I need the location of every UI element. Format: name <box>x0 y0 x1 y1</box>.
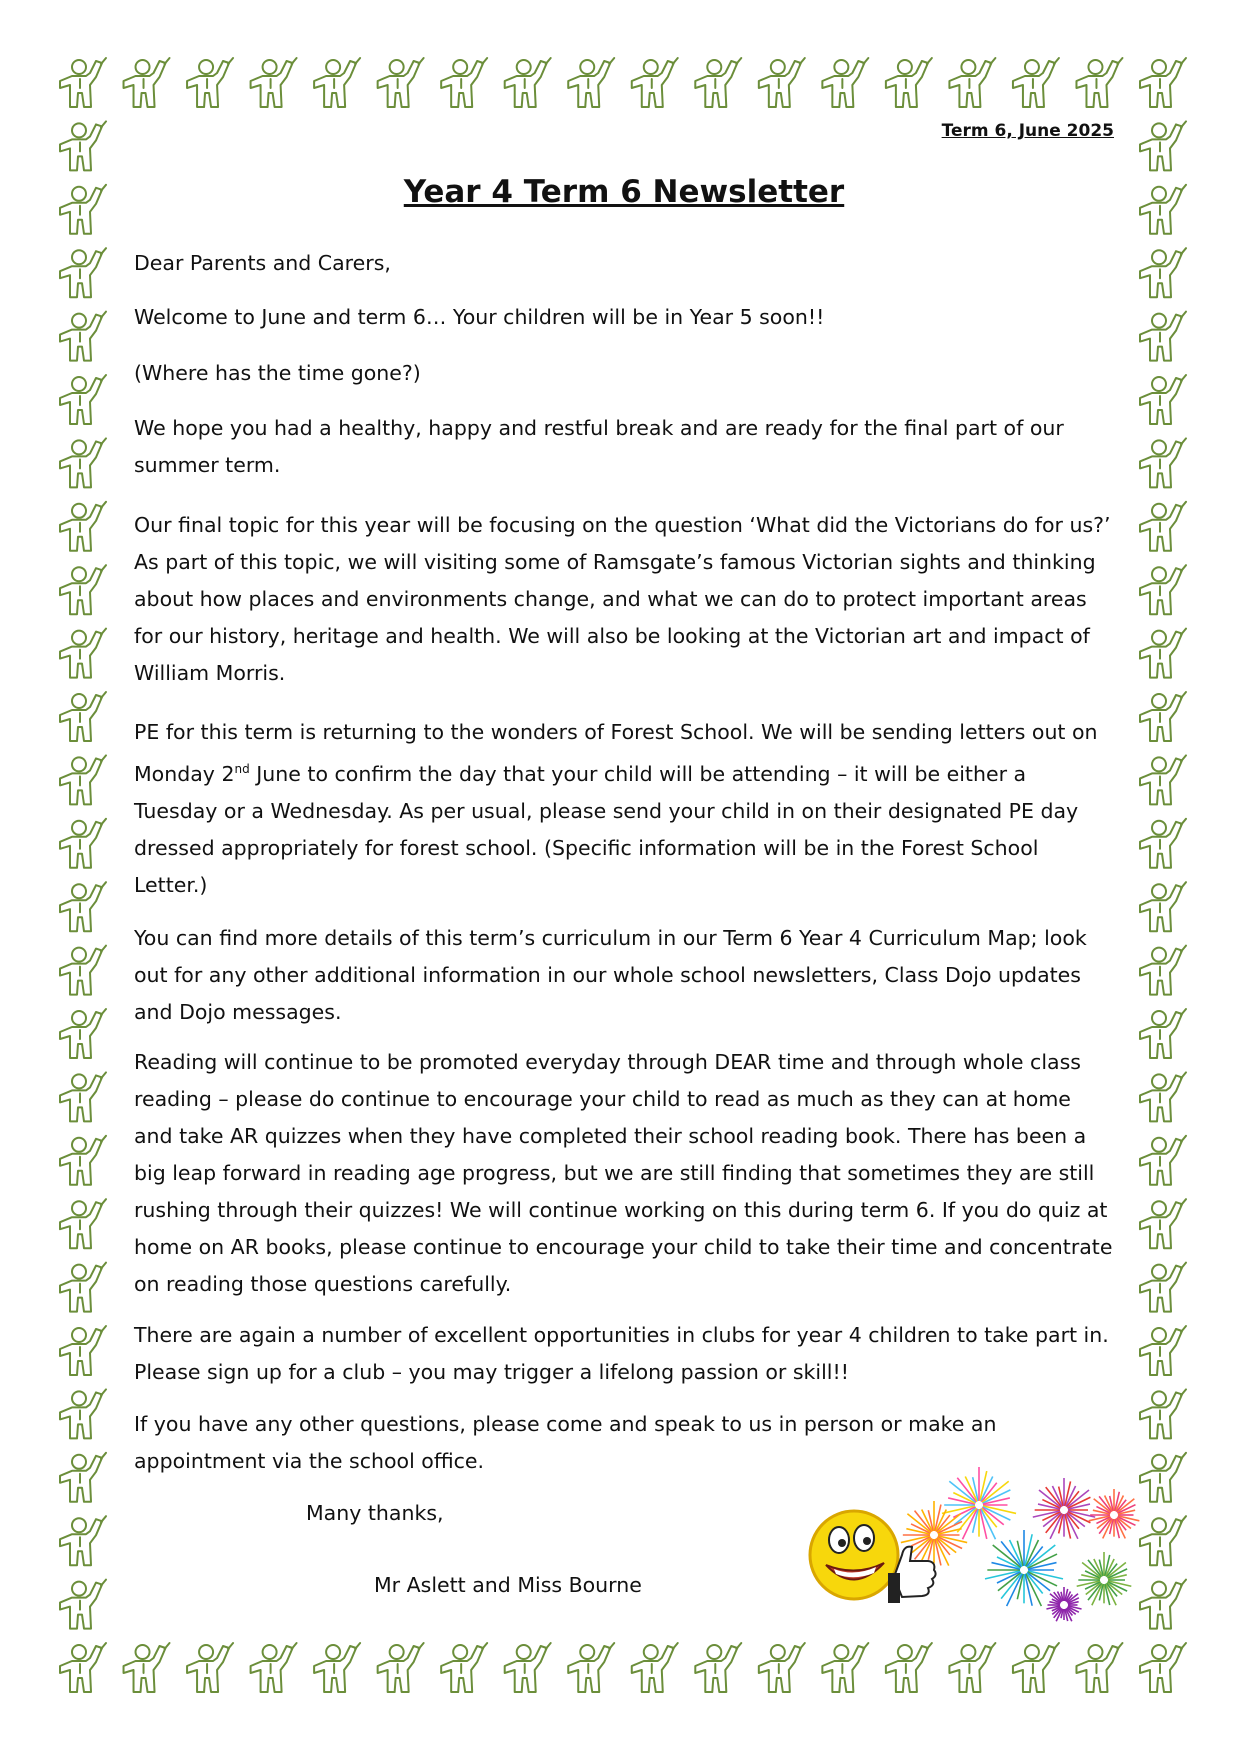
paragraph-questions: If you have any other questions, please come and speak to us in person or make an appointment via the school office. <box>134 1412 997 1473</box>
child-waving-icon <box>1140 1326 1186 1375</box>
child-waving-icon <box>886 58 932 107</box>
child-waving-icon <box>124 58 170 107</box>
child-waving-icon <box>1140 755 1186 804</box>
child-waving-icon <box>1140 375 1186 424</box>
paragraph-clubs: There are again a number of excellent opportunities in clubs for year 4 children to take part in. Please sign up for a club – you may trigger a lifelong passion or skill!! <box>134 1323 1109 1384</box>
child-waving-icon <box>60 819 106 868</box>
signoff: Many thanks, <box>306 1501 444 1525</box>
child-waving-icon <box>60 1136 106 1185</box>
child-waving-icon <box>632 58 678 107</box>
paragraph-reading: Reading will continue to be promoted everyday through DEAR time and through whole class reading – please do continue to encourage your child to read as much as they can at home and take AR quizzes when they have completed their school reading book. There has been a big leap forward in reading age progress, but we are still finding that sometimes they are still rushing through their quizzes! We will continue working on this during term 6. If you do quiz at home on AR books, please continue to encourage your child to take their time and concentrate on reading those questions carefully. <box>134 1050 1113 1296</box>
child-waving-icon <box>1140 438 1186 487</box>
paragraph-pe <box>134 714 1114 904</box>
child-waving-icon <box>251 1643 297 1692</box>
child-waving-icon <box>1013 1643 1059 1692</box>
child-waving-icon <box>1140 248 1186 297</box>
term-date: Term 6, June 2025 <box>941 121 1114 141</box>
child-waving-icon <box>759 1643 805 1692</box>
paragraph-break: We hope you had a healthy, happy and restful break and are ready for the final part of our summer term. <box>134 416 1064 477</box>
child-waving-icon <box>60 629 106 678</box>
child-waving-icon <box>60 882 106 931</box>
child-waving-icon <box>1140 502 1186 551</box>
child-waving-icon <box>60 248 106 297</box>
child-waving-icon <box>314 1643 360 1692</box>
child-waving-icon <box>378 1643 424 1692</box>
child-waving-icon <box>1140 1643 1186 1692</box>
child-waving-icon <box>1140 1136 1186 1185</box>
child-waving-icon <box>1140 1263 1186 1312</box>
child-waving-icon <box>124 1643 170 1692</box>
child-waving-icon <box>1013 58 1059 107</box>
child-waving-icon <box>378 58 424 107</box>
child-waving-icon <box>1140 1389 1186 1438</box>
child-waving-icon <box>60 185 106 234</box>
child-waving-icon <box>187 1643 233 1692</box>
child-waving-icon <box>60 946 106 995</box>
smiley-fireworks-clipart <box>804 1465 1144 1625</box>
child-waving-icon <box>60 565 106 614</box>
signature: Mr Aslett and Miss Bourne <box>374 1573 642 1597</box>
child-waving-icon <box>60 692 106 741</box>
child-waving-icon <box>632 1643 678 1692</box>
child-waving-icon <box>1140 1199 1186 1248</box>
child-waving-icon <box>60 438 106 487</box>
paragraph-curriculum: You can find more details of this term’s curriculum in our Term 6 Year 4 Curriculum Map; look out for any other additional information in our whole school newsletters, Class Dojo updates and Dojo messages. <box>134 926 1087 1024</box>
pe-date-suffix: nd <box>234 762 250 776</box>
child-waving-icon <box>1140 946 1186 995</box>
child-waving-icon <box>505 58 551 107</box>
child-waving-icon <box>60 375 106 424</box>
paragraph-welcome: Welcome to June and term 6… Your children will be in Year 5 soon!! <box>134 305 825 329</box>
greeting: Dear Parents and Carers, <box>134 251 391 275</box>
child-waving-icon <box>568 1643 614 1692</box>
fireworks-icon <box>901 1467 1139 1621</box>
child-waving-icon <box>60 1009 106 1058</box>
child-waving-icon <box>568 58 614 107</box>
child-waving-icon <box>60 1453 106 1502</box>
child-waving-icon <box>1076 1643 1122 1692</box>
child-waving-icon <box>1140 565 1186 614</box>
child-waving-icon <box>1140 312 1186 361</box>
child-waving-icon <box>441 58 487 107</box>
child-waving-icon <box>822 1643 868 1692</box>
child-waving-icon <box>60 1326 106 1375</box>
child-waving-icon <box>949 1643 995 1692</box>
child-waving-icon <box>949 58 995 107</box>
smiley-face-icon <box>810 1511 898 1599</box>
child-waving-icon <box>60 1580 106 1629</box>
child-waving-icon <box>1140 1453 1186 1502</box>
child-waving-icon <box>187 58 233 107</box>
child-waving-icon <box>1140 1072 1186 1121</box>
child-waving-icon <box>314 58 360 107</box>
child-waving-icon <box>60 755 106 804</box>
child-waving-icon <box>886 1643 932 1692</box>
child-waving-icon <box>1140 692 1186 741</box>
child-waving-icon <box>1140 819 1186 868</box>
child-waving-icon <box>1140 1516 1186 1565</box>
child-waving-icon <box>1140 629 1186 678</box>
child-waving-icon <box>1140 58 1186 107</box>
child-waving-icon <box>1140 1009 1186 1058</box>
child-waving-icon <box>60 121 106 170</box>
child-waving-icon <box>822 58 868 107</box>
child-waving-icon <box>1140 185 1186 234</box>
child-waving-icon <box>60 58 106 107</box>
child-waving-icon <box>60 1199 106 1248</box>
child-waving-icon <box>441 1643 487 1692</box>
child-waving-icon <box>60 1263 106 1312</box>
child-waving-icon <box>60 1516 106 1565</box>
child-waving-icon <box>60 1643 106 1692</box>
child-waving-icon <box>1076 58 1122 107</box>
child-waving-icon <box>251 58 297 107</box>
child-waving-icon <box>60 1389 106 1438</box>
child-waving-icon <box>60 1072 106 1121</box>
paragraph-topic: Our final topic for this year will be focusing on the question ‘What did the Victorians do for us?’ As part of this topic, we will visiting some of Ramsgate’s famous Victorian sights and thinking about how places and environments change, and what we can do to protect important areas for our history, heritage and health. We will also be looking at the Victorian art and impact of William Morris. <box>134 513 1111 685</box>
pe-text-end: June to confirm the day that your child will be attending – it will be either a Tuesday or a Wednesday. As per usual, please send your child in on their designated PE day dressed appropriately for forest school. (Specific information will be in the Forest School Letter.) <box>134 761 1079 897</box>
paragraph-time: (Where has the time gone?) <box>134 361 421 385</box>
child-waving-icon <box>695 1643 741 1692</box>
pe-text-start: PE for this term is returning to the wonders of Forest School. We will be sending letters out on Monday 2 <box>134 720 1098 786</box>
child-waving-icon <box>1140 121 1186 170</box>
child-waving-icon <box>1140 1580 1186 1629</box>
child-waving-icon <box>1140 882 1186 931</box>
child-waving-icon <box>60 312 106 361</box>
child-waving-icon <box>60 502 106 551</box>
page-title: Year 4 Term 6 Newsletter <box>403 174 845 210</box>
child-waving-icon <box>695 58 741 107</box>
child-waving-icon <box>505 1643 551 1692</box>
child-waving-icon <box>759 58 805 107</box>
